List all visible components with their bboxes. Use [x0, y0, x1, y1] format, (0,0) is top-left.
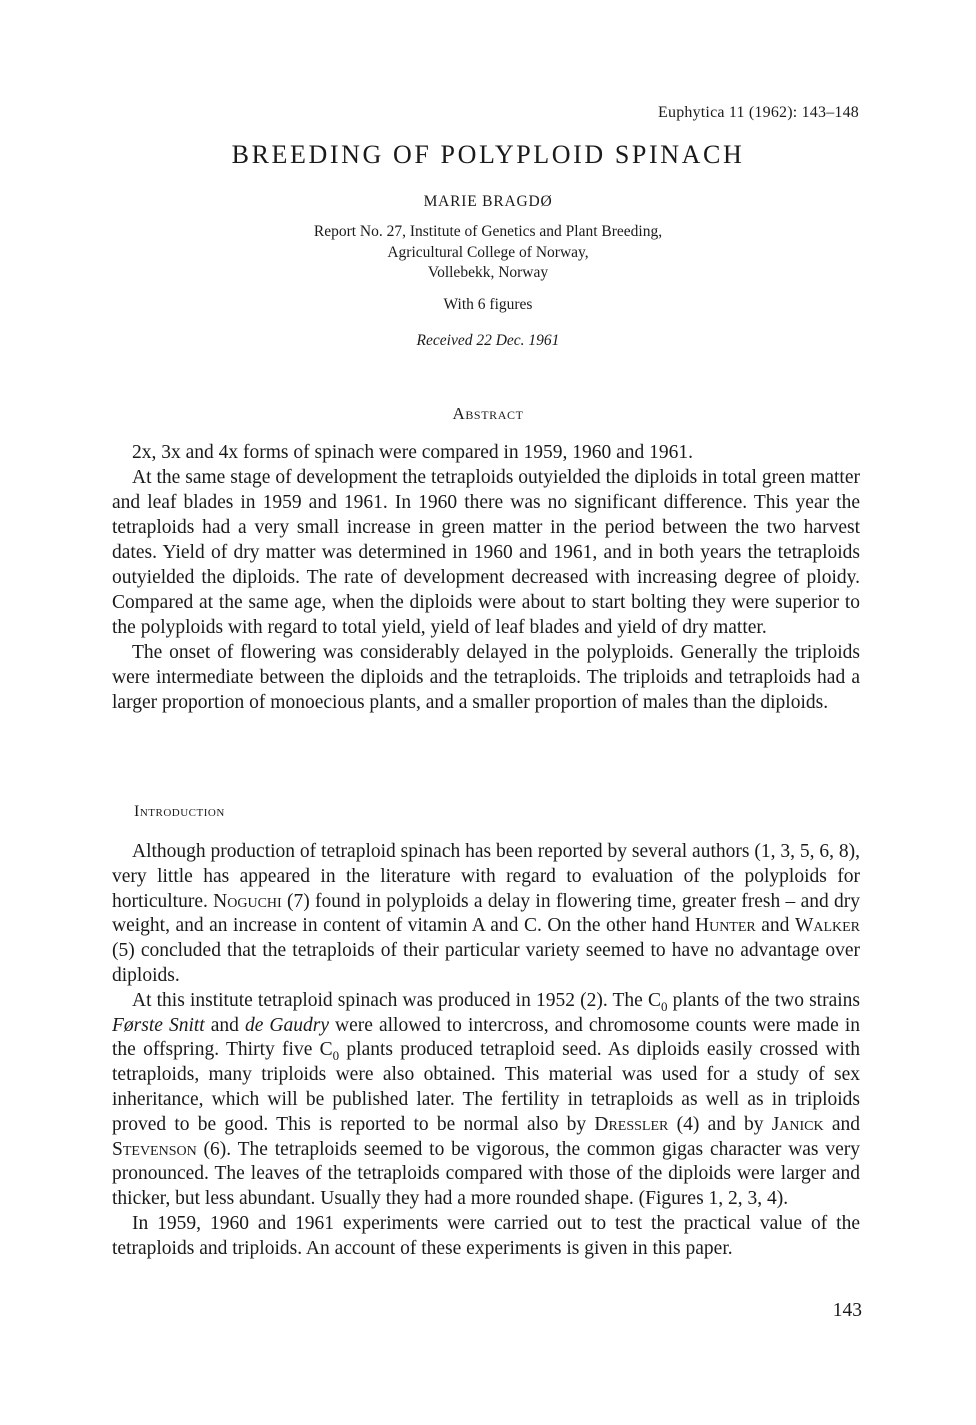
- affiliation-line-3: Vollebekk, Norway: [427, 264, 549, 281]
- author-walker: Walker: [794, 915, 861, 937]
- introduction-paragraph-3: In 1959, 1960 and 1961 experiments were carried out to test the practical value of the tetraploids and triploids. An account of these experiments is given in this paper.: [112, 1212, 860, 1259]
- intro-p2-text-a: At this institute tetraploid spinach was produced in 1952 (2). The C: [132, 989, 661, 1011]
- strain-de-gaudry: de Gaudry: [244, 1014, 329, 1036]
- subscript-zero: 0: [332, 1048, 340, 1064]
- author-name: MARIE BRAGDØ: [423, 193, 553, 210]
- affiliation-line-1: Report No. 27, Institute of Genetics and Plant Breeding,: [313, 223, 663, 240]
- intro-p2-and-1: and: [210, 1014, 239, 1036]
- strain-forste-snitt: Første Snitt: [112, 1014, 205, 1036]
- intro-p1-text-c: (5) concluded that the tetraploids of their particular variety seemed to have no advantage over diploids.: [112, 940, 860, 986]
- subscript-zero: 0: [660, 998, 668, 1014]
- author-stevenson: Stevenson: [112, 1138, 197, 1160]
- received-date: Received 22 Dec. 1961: [416, 332, 560, 349]
- abstract-paragraph-1: 2x, 3x and 4x forms of spinach were compared in 1959, 1960 and 1961.: [132, 442, 694, 463]
- author-hunter: Hunter: [695, 915, 756, 937]
- intro-p2-text-e: (4) and by: [676, 1113, 764, 1135]
- introduction-paragraph-2: [112, 989, 860, 1212]
- affiliation: [0, 222, 976, 284]
- author-dressler: Dressler: [594, 1113, 669, 1135]
- figures-note: With 6 figures: [443, 296, 533, 313]
- intro-p1-text-b: (7) found in polyploids a delay in flowering time, greater fresh – and dry weight, and an increase in content of vitamin A and C. On the other hand: [112, 890, 861, 937]
- abstract-heading: Abstract: [452, 404, 524, 423]
- intro-p1-and: and: [761, 915, 790, 937]
- introduction-body: [112, 840, 860, 1262]
- intro-p2-text-c: were allowed to intercross, and chromosome counts were made in the offspring. Thirty five C: [112, 1014, 861, 1061]
- affiliation-line-2: Agricultural College of Norway,: [387, 243, 589, 261]
- intro-p2-text-f: (6). The tetraploids seemed to be vigorous, the common gigas character was very pronounced. The leaves of the tetraploids compared with those of the diploids were larger and thicker, but less abundant. Usually they had a more rounded shape. (Figures 1, 2, 3, 4).: [112, 1138, 860, 1210]
- abstract-paragraph-3: The onset of flowering was considerably delayed in the polyploids. Generally the triploids were intermediate between the diploids and the tetraploids. The triploids and tetraploids had a larger proportion of monoecious plants, and a smaller proportion of males than the diploids.: [112, 642, 860, 713]
- intro-p2-text-d: plants produced tetraploid seed. As diploids easily crossed with tetraploids, many triploids were also obtained. This material was used for a study of sex inheritance, which will be published later. The fertility in tetraploids as well as in triploids proved to be good. This is reported to be normal also by: [112, 1039, 861, 1135]
- journal-reference: Euphytica 11 (1962): 143–148: [658, 104, 859, 121]
- abstract-body: [112, 440, 860, 715]
- intro-p2-text-b: plants of the two strains: [672, 989, 860, 1011]
- author-noguchi: Noguchi: [213, 890, 282, 912]
- intro-p2-and-2: and: [831, 1113, 861, 1135]
- introduction-heading: Introduction: [134, 803, 225, 820]
- introduction-paragraph-1: [112, 840, 860, 989]
- page-number: 143: [832, 1300, 862, 1321]
- intro-p1-text-a: Although production of tetraploid spinach has been reported by several authors (1, 3, 5, 6, 8), very little has appeared in the literature with regard to evaluation of the polyploids for horticulture.: [112, 841, 860, 912]
- abstract-paragraph-2: At the same stage of development the tetraploids outyielded the diploids in total green matter and leaf blades in 1959 and 1961. In 1960 there was no significant difference. This year the tetraploids had a very small increase in green matter in the period between the two harvest dates. Yield of dry matter was determined in 1960 and 1961, and in both years the tetraploids outyielded the diploids. The rate of development decreased with increasing degree of ploidy. Compared at the same age, when the diploids were about to start bolting they were superior to the polyploids with regard to total yield, yield of leaf blades and yield of dry matter.: [112, 467, 860, 638]
- author-janick: Janick: [771, 1113, 824, 1135]
- paper-title: BREEDING OF POLYPLOID SPINACH: [231, 140, 745, 169]
